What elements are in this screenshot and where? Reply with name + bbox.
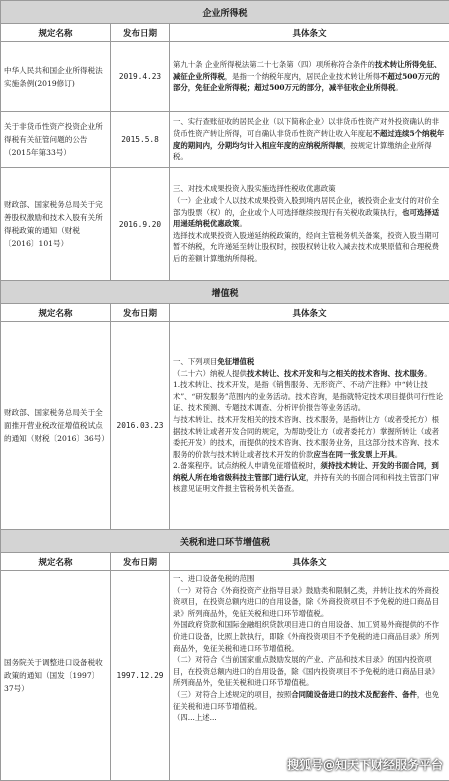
- clause-text: 第九十条 企业所得税法第二十七条第（四）项所称符合条件的技术转让所得免征、减征企业所得税，是指一个纳税年度内，居民企业技术转让所得不超过500万元的部分，免征企业所得税；超过500万元的部分，减半征收企业所得税。: [170, 42, 449, 112]
- table-row: [1, 112, 449, 168]
- publish-date: 2016.03.23: [111, 322, 170, 530]
- clause-text: 一、下列项目免征增值税 （二十六）纳税人提供技术转让、技术开发和与之相关的技术咨询、技术服务。 1.技术转让、技术开发，是指《销售服务、无形资产、不动产注释》中“转让技术”、“研发服务”范围内的业务活动。技术咨询，是指就特定技术项目提供可行性论证、技术预测、专题技术调查、分析评价报告等业务活动。 与技术转让、技术开发相关的技术咨询、技术服务，是指转让方（或者受托方）根据技术转让或者开发合同的规定，为帮助受让方（或者委托方）掌握所转让（或者委托开发）的技术，而提供的技术咨询、技术服务业务，且这部分技术咨询、技术服务的价款与技术转让或者技术开发的价款应当在同一张发票上开具。 2.备案程序。试点纳税人申请免征增值税时，须持技术转让、开发的书面合同，到纳税人所在地省级科技主管部门进行认定，并持有关的书面合同和科技主管部门审核意见证明文件报主管税务机关备查。: [170, 322, 449, 530]
- header-date: 发布日期: [111, 24, 170, 42]
- table-row: [1, 322, 449, 530]
- header-clause: 具体条文: [170, 304, 449, 322]
- regulation-name: 关于非货币性资产投资企业所得税有关征管问题的公告（2015年第33号）: [1, 112, 111, 168]
- watermark: 搜狐号@知天下财经服务平台: [287, 756, 443, 773]
- header-date: 发布日期: [111, 553, 170, 571]
- regulation-name: 财政部、国家税务总局关于全面推开营业税改征增值税试点的通知（财税〔2016〕36号）: [1, 322, 111, 530]
- section-title-income-tax: 企业所得税: [1, 1, 449, 24]
- header-name: 规定名称: [1, 304, 111, 322]
- header-name: 规定名称: [1, 24, 111, 42]
- section-title-vat: 增值税: [1, 281, 449, 304]
- table-row: [1, 168, 449, 281]
- section-title-customs: 关税和进口环节增值税: [1, 530, 449, 553]
- table-header-row: [1, 304, 449, 322]
- publish-date: 2019.4.23: [111, 42, 170, 112]
- regulation-name: 中华人民共和国企业所得税法实施条例(2019修订): [1, 42, 111, 112]
- header-name: 规定名称: [1, 553, 111, 571]
- table-row: [1, 571, 449, 781]
- table-row: [1, 42, 449, 112]
- publish-date: 1997.12.29: [111, 571, 170, 781]
- clause-text: 三、对技术成果投资入股实施选择性税收优惠政策 （一）企业或个人以技术成果投资入股到境内居民企业，被投资企业支付的对价全部为股票（权）的，企业或个人可选择继续按现行有关税收政策执行，也可选择适用递延纳税优惠政策。 选择技术成果投资入股递延纳税政策的，经向主管税务机关备案，投资入股当期可暂不纳税，允许递延至转让股权时，按股权转让收入减去技术成果原值和合理税费后的差额计算缴纳所得税。: [170, 168, 449, 281]
- header-clause: 具体条文: [170, 24, 449, 42]
- clause-text: 一、进口设备免税的范围 （一）对符合《外商投资产业指导目录》鼓励类和限制乙类，并转让技术的外商投资项目，在投资总额内进口的自用设备，除《外商投资项目不予免税的进口商品目录》所列商品外，免征关税和进口环节增值税。 外国政府贷款和国际金融组织贷款项目进口的自用设备、加工贸易外商提供的不作价进口设备，比照上款执行，即除《外商投资项目不予免税的进口商品目录》所列商品外，免征关税和进口环节增值税。 （二）对符合《当前国家重点鼓励发展的产业、产品和技术目录》的国内投资项目，在投资总额内进口的自用设备，除《国内投资项目不予免税的进口商品目录》所列商品外，免征关税和进口环节增值税。 （三）对符合上述规定的项目，按照合同随设备进口的技术及配套件、备件，也免征关税和进口环节增值税。 （四...上述...: [170, 571, 449, 781]
- publish-date: 2015.5.8: [111, 112, 170, 168]
- header-date: 发布日期: [111, 304, 170, 322]
- table-header-row: [1, 24, 449, 42]
- regulation-name: 财政部、国家税务总局关于完善股权激励和技术入股有关所得税政策的通知（财税〔2016〕101号）: [1, 168, 111, 281]
- clause-text: 一、实行查账征收的居民企业（以下简称企业）以非货币性资产对外投资确认的非货币性资产转让所得，可自确认非货币性资产转让收入年度起不超过连续5个纳税年度的期间内，分期均匀计入相应年度的应纳税所得额，按规定计算缴纳企业所得税。: [170, 112, 449, 168]
- table-header-row: [1, 553, 449, 571]
- regulation-name: 国务院关于调整进口设备税收政策的通知（国发〔1997〕37号）: [1, 571, 111, 781]
- publish-date: 2016.9.20: [111, 168, 170, 281]
- header-clause: 具体条文: [170, 553, 449, 571]
